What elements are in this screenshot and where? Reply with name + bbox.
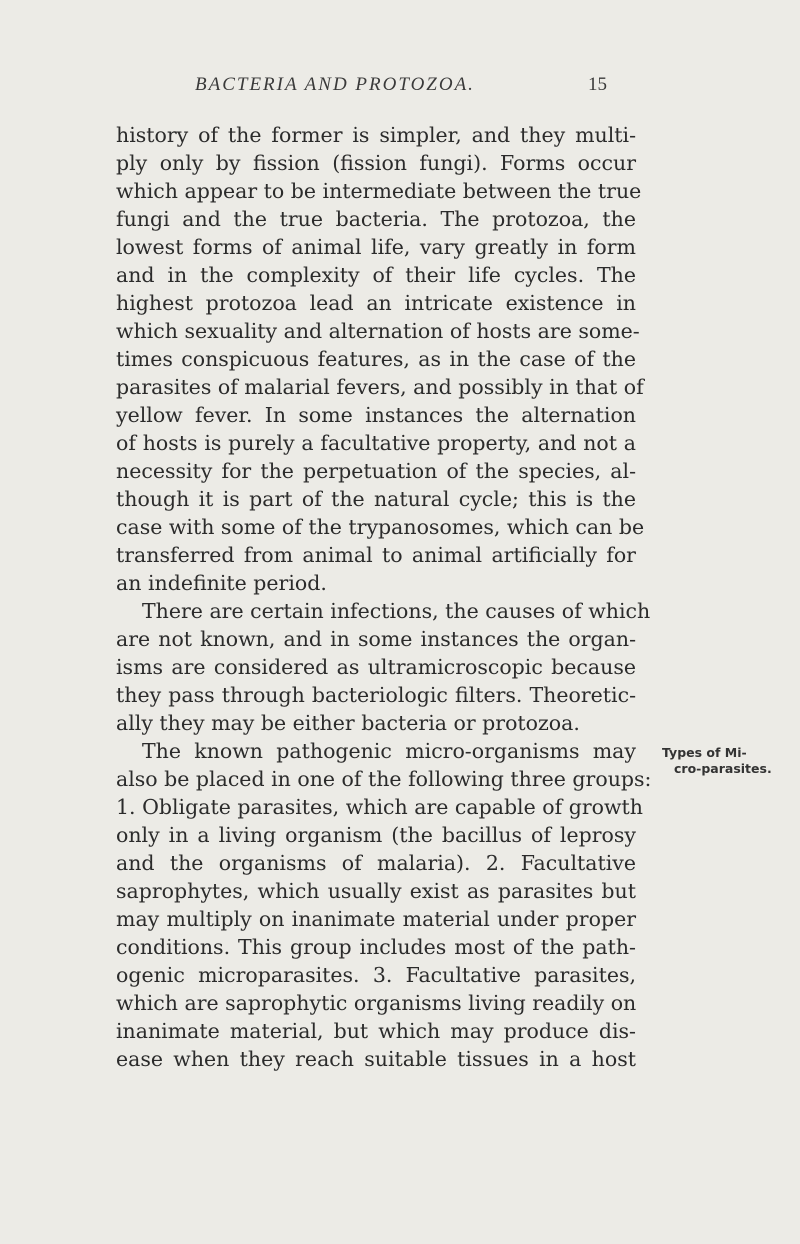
text-line: 1. Obligate parasites, which are capable of growth — [116, 795, 643, 819]
text-line: ply only by fission (fission fungi). Forms occur — [116, 151, 636, 175]
text-line: which appear to be intermediate between the true — [116, 179, 642, 203]
text-line: may multiply on inanimate material under proper — [116, 907, 636, 931]
text-line: and the organisms of malaria). 2. Facultative — [116, 851, 636, 875]
text-line: yellow fever. In some instances the alternation — [116, 403, 636, 427]
text-line: highest protozoa lead an intricate existence in — [116, 291, 636, 315]
text-line: an indefinite period. — [116, 571, 327, 595]
text-line: conditions. This group includes most of the path- — [116, 935, 636, 959]
page-number: 15 — [588, 74, 607, 95]
text-line: also be placed in one of the following three groups: — [116, 767, 652, 791]
text-line: of hosts is purely a facultative property, and not a — [116, 431, 636, 455]
text-line: case with some of the trypanosomes, which can be — [116, 515, 645, 539]
text-line: necessity for the perpetuation of the species, al- — [116, 459, 636, 483]
text-line: are not known, and in some instances the organ- — [116, 627, 636, 651]
text-line: lowest forms of animal life, vary greatly in form — [116, 235, 636, 259]
text-line: There are certain infections, the causes of which — [142, 599, 651, 623]
text-line: ogenic microparasites. 3. Facultative parasites, — [116, 963, 636, 987]
text-line: they pass through bacteriologic filters. Theoretic- — [116, 683, 636, 707]
text-line: isms are considered as ultramicroscopic because — [116, 655, 636, 679]
text-line: parasites of malarial fevers, and possibly in that of — [116, 375, 644, 399]
margin-note-line: Types of Mi- — [662, 745, 747, 760]
body-text — [116, 121, 652, 1073]
text-line: fungi and the true bacteria. The protozoa, the — [116, 207, 636, 231]
text-line: which are saprophytic organisms living readily on — [116, 991, 637, 1015]
text-line: ease when they reach suitable tissues in a host — [116, 1047, 636, 1071]
text-line: and in the complexity of their life cycles. The — [116, 263, 636, 287]
text-line: history of the former is simpler, and they multi- — [116, 123, 636, 147]
page-header — [0, 74, 800, 104]
running-title: BACTERIA AND PROTOZOA. — [195, 74, 475, 95]
text-line: The known pathogenic micro-organisms may — [142, 739, 636, 763]
margin-note — [662, 745, 800, 777]
text-line: transferred from animal to animal artificially for — [116, 543, 636, 567]
text-line: times conspicuous features, as in the case of the — [116, 347, 636, 371]
text-line: which sexuality and alternation of hosts are some- — [116, 319, 640, 343]
margin-note-line: cro-parasites. — [674, 761, 772, 776]
text-line: inanimate material, but which may produce dis- — [116, 1019, 636, 1043]
text-line: ally they may be either bacteria or protozoa. — [116, 711, 580, 735]
text-line: saprophytes, which usually exist as parasites but — [116, 879, 636, 903]
text-line: though it is part of the natural cycle; this is the — [116, 487, 636, 511]
text-line: only in a living organism (the bacillus of leprosy — [116, 823, 636, 847]
